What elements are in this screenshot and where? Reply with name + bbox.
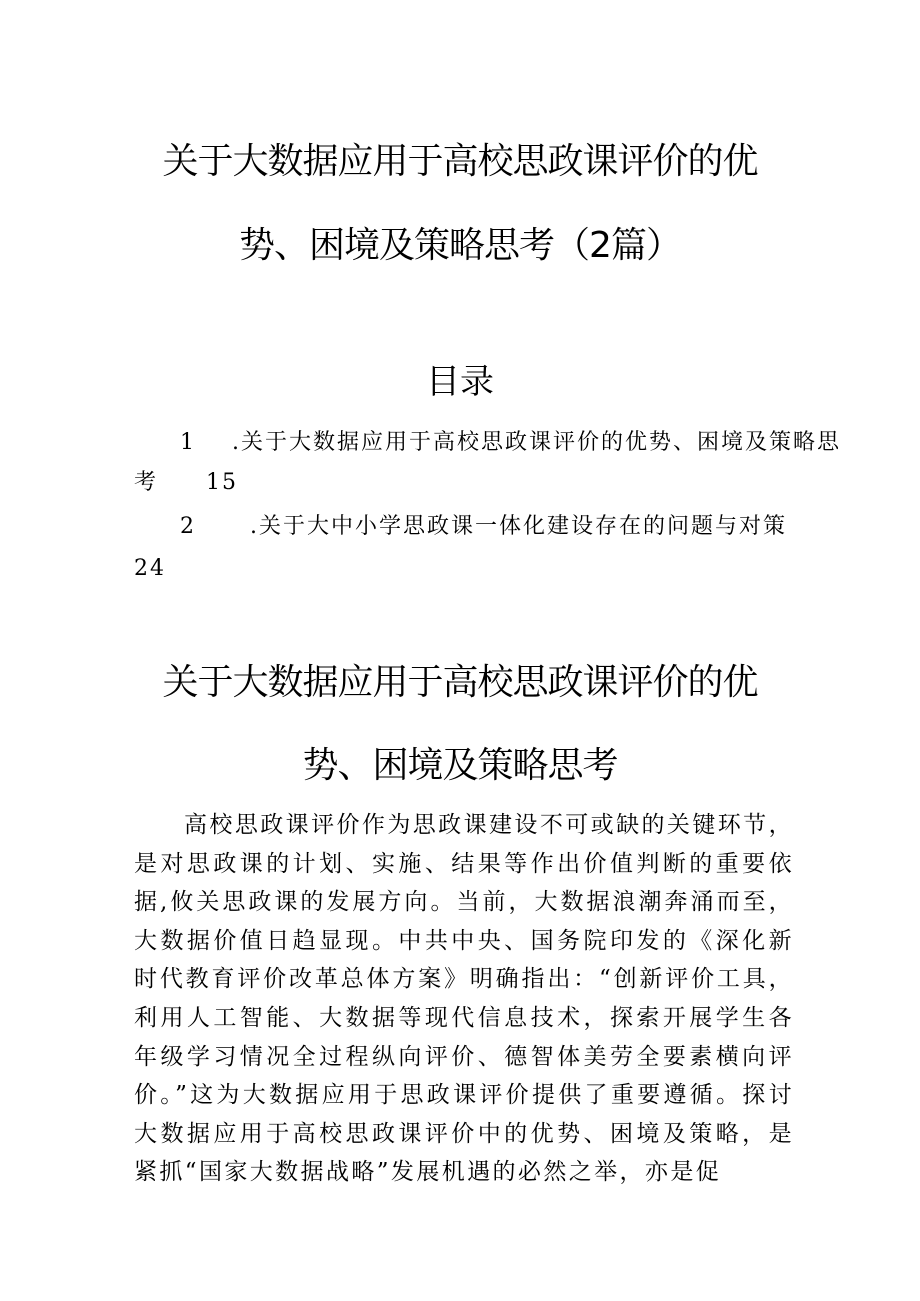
body-paragraph: 高校思政课评价作为思政课建设不可或缺的关键环节，是对思政课的计划、实施、结果等作出价值判断的重要依据,攸关思政课的发展方向。当前，大数据浪潮奔涌而至，大数据价值日趋显现。中共中央、国务院印发的《深化新时代教育评价改革总体方案》明确指出：“创新评价工具，利用人工智能、大数据等现代信息技术，探索开展学生各年级学习情况全过程纵向评价、德智体美劳全要素横向评价。”这为大数据应用于思政课评价提供了重要遵循。探讨大数据应用于高校思政课评价中的优势、困境及策略，是紧抓“国家大数据战略”发展机遇的必然之举，亦是促: [134, 812, 794, 1186]
toc-item-2-page: 24: [134, 556, 166, 581]
section-title-line-1: 关于大数据应用于高校思政课评价的优: [162, 662, 758, 703]
section-title-line-2: 势、困境及策略思考: [302, 745, 618, 786]
toc-item-2-number: 2: [180, 514, 196, 539]
toc-item-1[interactable]: [180, 428, 841, 458]
document-title-line-1: 关于大数据应用于高校思政课评价的优: [162, 141, 758, 182]
toc-heading: 目录: [426, 362, 494, 402]
toc-item-2[interactable]: [180, 512, 787, 542]
toc-item-1-page: 15: [206, 470, 239, 495]
toc-item-1-number: 1: [180, 430, 196, 455]
toc-item-1-text: .关于大数据应用于高校思政课评价的优势、困境及策略思: [232, 430, 841, 455]
document-title-line-2: 势、困境及策略思考（2篇）: [239, 225, 681, 266]
toc-item-2-continued[interactable]: [134, 554, 166, 584]
toc-item-1-continued[interactable]: [134, 468, 238, 498]
toc-item-1-text-cont: 考: [134, 470, 159, 495]
toc-item-2-text: .关于大中小学思政课一体化建设存在的问题与对策: [250, 514, 787, 539]
